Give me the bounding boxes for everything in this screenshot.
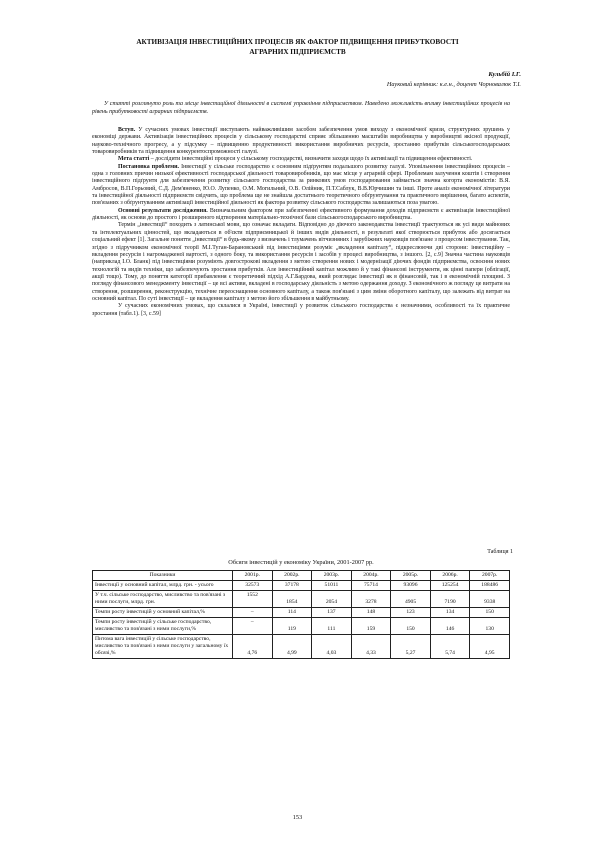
paragraph-goal [92,156,510,163]
paragraph-results [92,208,510,223]
table-cell: 4905 [391,591,431,608]
table-cell: 5,27 [391,635,431,659]
table-cell: 4,03 [312,635,352,659]
paragraph-lead: Вступ. [118,127,136,133]
table-cell: 3278 [351,591,391,608]
table-cell: 188486 [470,581,510,591]
page-number: 153 [292,814,303,821]
table-cell: 7190 [430,591,470,608]
title-line-2: АГРАРНИХ ПІДПРИЄМСТВ [249,47,346,56]
title-line-1: АКТИВІЗАЦІЯ ІНВЕСТИЦІЙНИХ ПРОЦЕСІВ ЯК ФАКТОР ПІДВИЩЕННЯ ПРИБУТКОВОСТІ [136,38,459,46]
table-cell-label: У т.ч. сільське господарство, мисливство та пов'язані з ними послуги, млрд. грн. [93,591,233,608]
table-cell: 32573 [233,581,273,591]
paragraph-problem [92,164,510,208]
table-cell: 130 [470,618,510,635]
abstract: У статті розглянуто роль та місце інвестиційної діяльності в системі управління підприємством. Наведено можливість впливу інвестиційних процесів на рівень прибутковості аграрних підприємств. [92,101,510,116]
table-cell: 75714 [351,581,391,591]
paragraph-introduction [92,127,510,156]
table-row [93,618,510,635]
paragraph-text: Визначальним фактором при забезпеченні ефективного формування доходів підприємств є активізація інвестиційної діяльності, як основи до простого і розширеного відтворення матеріально-технічної бази сільськогосподарського виробництва. [92,207,511,222]
table-cell: 93096 [391,581,431,591]
paragraph-text: – дослідити інвестиційні процеси у сільському господарстві, визначити заходи щодо їх активізації та підвищення ефективності. [149,156,473,163]
paragraph-lead: Мета статті [118,156,150,163]
paragraph-text: Інвестиції у сільське господарство є основним підґрунтям подальшого розвитку галузі. Уповільнення інвестиційних процесів – одна з головних причин низької ефективності господарської діяльності товаровиробників, що має місце у аграрній сфері. Проблемам залучення коштів і створення інвестиційного підґрунтя для забезпечення розвитку сільського господарства за ринкових умов господарювання займається значна когорта економістів: В.Я. Амбросов, В.П.Горьовий, С.Д. Дем'яненко, Ю.О. Лупенко, О.М. Могильний, О.В. Олійник, П.Т.Саблук, В.В.Юрчишин та інші. Проте аналіз економічної літератури та інвестиційної діяльності підприємств свідчить, що проблема ще не знайшла достатнього теоретичного обґрунтування та практичного вирішення, багато аспектів, пов'язаних з обґрунтуванням активізації інвестиційної діяльності як фактора розвитку сільського господарства залишаються поза увагою. [92,163,510,207]
table-cell-label: Питома вага інвестицій у сільське господарство, мисливство та пов'язані з ними послуги у загальному їх обсязі,% [93,635,233,659]
article-title [80,38,515,57]
table-caption: Обсяги інвестицій у економіку України, 2001-2007 рр. [228,559,374,566]
table-cell: 150 [391,618,431,635]
table-cell: 146 [430,618,470,635]
table-header-cell: 2005р. [391,571,431,581]
table-cell: 159 [351,618,391,635]
investment-table [92,570,510,659]
table-cell: – [233,608,273,618]
table-cell: 114 [272,608,312,618]
table-header-cell: Показники [93,571,233,581]
table-cell: 119 [272,618,312,635]
table-cell-label: Темпи росту інвестицій у сільське господарство, мисливство та пов'язані з ними послуги,% [93,618,233,635]
table-cell: 4,76 [233,635,273,659]
author-name: Кульбій І.Г. [488,71,521,78]
table-header-cell: 2002р. [272,571,312,581]
table-cell: 4,99 [272,635,312,659]
table-cell: 1552 [233,591,273,608]
table-cell: 134 [430,608,470,618]
table-cell: 137 [312,608,352,618]
table-header-cell: 2006р. [430,571,470,581]
table-header-row [93,571,510,581]
table-cell-label: Інвестиції у основний капітал, млрд. грн. - усього [93,581,233,591]
paragraph-definition: Термін „інвестиції“ походить з латинської мови, що означає вкладати. Відповідно до діючого законодавства інвестиції трактуються як усі види майнових та інтелектуальних цінностей, що вкладаються в об'єкти підприємницької й інших видів діяльності, в результаті якої створюється прибуток або досягається соціальний ефект [1]. Загальне поняття „інвестиції“ в будь-якому з визначень і тлумачень вітчизняних і зарубіжних науковців пов'язане з процесом інвестування. Так, згідно з підручником економічної теорії М.І.Туган-Барановський під інвестиціями розуміє „вкладення капіталу“, підкреслюючи дві сторони: інвестиційну – вкладення ресурсів і нагромадженої вартості, з одного боку, та використання ресурсів і засобів у процесі виробництва, з іншого. [2, с.9] Значна частина науковців (наприклад І.О. Бланк) під інвестиціями розуміють довгострокові вкладення з метою створення нових і модернізації діючих фондів підприємства, освоєння нових технологій та видів техніки, що забезпечують зростання прибутків. Але інвестиційний капітал можливо й у такі фінансові інструменти, як цінні папери (облігації, акції тощо). Тому, до поняття категорії прибавлення є теоретичний підхід А.Г.Бардова, який розглядає інвестиції як в фінансовій, так і в економічній площині. З погляду фінансового менеджменту інвестиції – це всі активи, вкладені в господарську діяльність з метою одержання доходу. З економічного ж погляду це витрати на створення, розширення, реконструкцію, технічне переоснащення основного капіталу, а також пов'язані з цим зміни оборотного капіталу, що залежать від витрат на основний капітал. По суті інвестиції – це вкладення капіталу з метою його збільшення в майбутньому. [92,222,510,302]
table-cell: 111 [312,618,352,635]
paragraph-lead: Основні результати дослідження. [118,207,208,214]
table-cell: 51011 [312,581,352,591]
table-row [93,608,510,618]
table-cell: 37178 [272,581,312,591]
table-cell: 2054 [312,591,352,608]
table-header-cell: 2001р. [233,571,273,581]
table-cell: 5,74 [430,635,470,659]
author-affiliation: Науковий керівник: к.е.н., доцент Чорновалюк Т.І. [386,81,521,88]
table-header-cell: 2004р. [351,571,391,581]
table-cell: 1854 [272,591,312,608]
table-header-cell: 2007р. [470,571,510,581]
paragraph-text: У сучасних умовах інвестиції виступають найважливішим засобом забезпечення умов виходу з економічної кризи, структурних зрушень у економіці держави. Активізація інвестиційних процесів у сільському господарстві сприяє збільшенню масштабів виробництва у виробництві якісної продукції, науково-технічного прогресу, а у підсумку – підвищенню продуктивності використання виробничих ресурсів, зростанню прибутків сільськогосподарських товаровиробників та підвищення конкурентоспроможності галузі. [92,127,510,156]
table-label: Таблиця 1 [487,549,513,555]
table-row [93,581,510,591]
paragraph-table-intro: У сучасних економічних умовах, що склалися в Україні, інвестиції у розвиток сільського господарства є незначними, особливості та їх практичне зростання (табл.1). [3, с.59] [92,303,510,317]
article-body [92,127,510,318]
table-cell: 4,33 [351,635,391,659]
table-header-cell: 2003р. [312,571,352,581]
table-cell: 150 [470,608,510,618]
table-row [93,591,510,608]
table-cell: 148 [351,608,391,618]
table-cell: 125254 [430,581,470,591]
paragraph-lead: Постановка проблеми. [118,163,180,170]
table-cell: 9338 [470,591,510,608]
table-cell: – [233,618,273,635]
table-row [93,635,510,659]
table-cell-label: Темпи росту інвестицій у основний капітал,% [93,608,233,618]
table-cell: 123 [391,608,431,618]
table-cell: 4,95 [470,635,510,659]
